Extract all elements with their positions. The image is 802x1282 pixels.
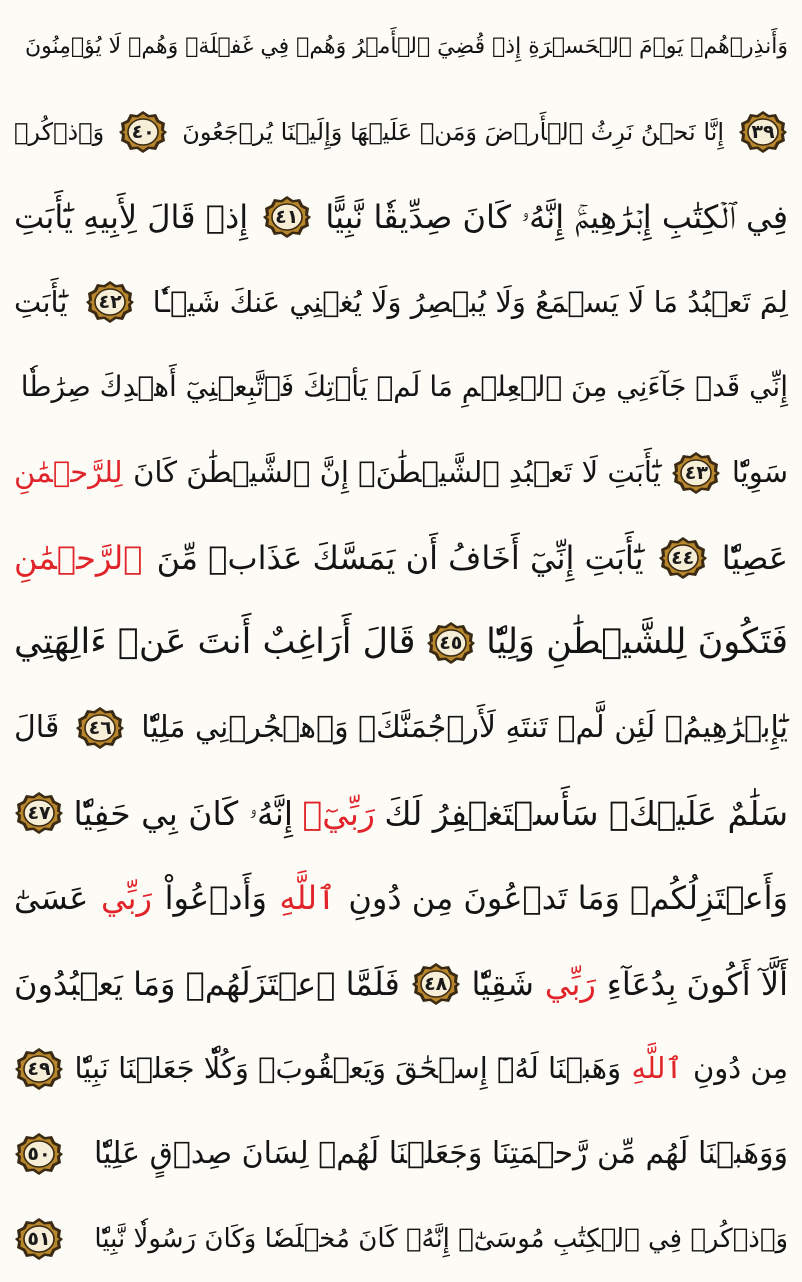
divine-name-text: رَبِّي [100, 879, 152, 918]
ayah-number: ٤٨ [424, 972, 448, 995]
ayah-number: ٤٢ [98, 291, 122, 314]
verse-text: لِمَ تَعۡبُدُ مَا لَا يَسۡمَعُ وَلَا يُبۡصِرُ وَلَا يُغۡنِي عَنكَ شَيۡـٔٗا [152, 284, 788, 319]
ayah-marker-icon [14, 791, 64, 835]
text-line [14, 686, 788, 771]
text-line [14, 941, 788, 1026]
ayah-marker-icon [14, 1217, 64, 1261]
ayah-number: ٣٩ [751, 120, 775, 143]
verse-text: قَالَ أَرَاغِبٌ أَنتَ عَنۡ ءَالِهَتِي [14, 622, 416, 663]
verse-text: وَأَعۡتَزِلُكُمۡ وَمَا تَدۡعُونَ مِن دُونِ [348, 879, 788, 918]
text-line [14, 430, 788, 515]
verse-text: وَأَنذِرۡهُمۡ يَوۡمَ ٱلۡحَسۡرَةِ إِذۡ قُضِيَ ٱلۡأَمۡرُ وَهُمۡ فِي غَفۡلَةٖ وَهُمۡ لَا يُؤۡمِنُونَ [25, 33, 788, 59]
verse-text: سَلَٰمٌ عَلَيۡكَۖ سَأَسۡتَغۡفِرُ لَكَ [384, 793, 788, 833]
text-line [14, 260, 788, 345]
ayah-number: ٤٥ [439, 631, 463, 654]
verse-text: يَٰٓأَبَتِ إِنِّيٓ أَخَافُ أَن يَمَسَّكَ عَذَابٞ مِّنَ [156, 538, 644, 577]
ayah-marker-icon [14, 1132, 64, 1176]
divine-name-text: رَبِّي [544, 964, 596, 1003]
verse-text: إِنِّي قَدۡ جَآءَنِي مِنَ ٱلۡعِلۡمِ مَا لَمۡ يَأۡتِكَ فَٱتَّبِعۡنِيٓ أَهۡدِكَ صِرَٰطٗا [20, 370, 788, 404]
verse-text: عَصِيّٗا [721, 538, 788, 577]
ayah-number: ٤٩ [27, 1057, 51, 1080]
ayah-number: ٤٧ [27, 802, 51, 825]
verse-text: شَقِيّٗا [471, 964, 534, 1003]
text-line [14, 1197, 788, 1282]
divine-name-text: ٱلرَّحۡمَٰنِ [14, 538, 143, 577]
ayah-marker-icon [658, 536, 708, 580]
verse-text: إِنَّهُۥ كَانَ بِي حَفِيّٗا [73, 793, 294, 833]
verse-text: فَتَكُونَ لِلشَّيۡطَٰنِ وَلِيّٗا [486, 622, 788, 663]
verse-text: قَالَ [14, 710, 60, 746]
ayah-marker-icon [262, 195, 312, 239]
ayah-marker-icon [426, 621, 476, 665]
verse-text: عَسَىٰٓ [14, 879, 89, 918]
verse-text: وَٱذۡكُرۡ [14, 117, 105, 146]
ayah-marker-icon [85, 280, 135, 324]
text-line [14, 771, 788, 856]
verse-text: وَٱذۡكُرۡ فِي ٱلۡكِتَٰبِ مُوسَىٰٓۚ إِنَّهُۥ كَانَ مُخۡلَصٗا وَكَانَ رَسُولٗا نَّبِيّٗا [94, 1224, 788, 1255]
ayah-marker-icon [738, 110, 788, 154]
ayah-marker-icon [75, 706, 125, 750]
ayah-number: ٤٦ [88, 717, 112, 740]
verse-text: إِنَّا نَحۡنُ نَرِثُ ٱلۡأَرۡضَ وَمَنۡ عَلَيۡهَا وَإِلَيۡنَا يُرۡجَعُونَ [182, 117, 724, 146]
text-line [14, 4, 788, 89]
text-line [14, 1026, 788, 1111]
ayah-number: ٥٠ [27, 1143, 51, 1166]
text-line [14, 345, 788, 430]
ayah-number: ٤٣ [684, 461, 708, 484]
divine-name-text: لِلرَّحۡمَٰنِ [14, 455, 123, 490]
text-line [14, 856, 788, 941]
verse-text: فِي ٱلۡكِتَٰبِ إِبۡرَٰهِيمَۚ إِنَّهُۥ كَانَ صِدِّيقٗا نَّبِيًّا [325, 197, 788, 236]
verse-text: أَلَّآ أَكُونَ بِدُعَآءِ [606, 964, 788, 1003]
text-line [14, 89, 788, 174]
ayah-number: ٥١ [27, 1228, 51, 1251]
ayah-number: ٤٠ [131, 120, 155, 143]
text-line [14, 1111, 788, 1196]
divine-name-text: ٱللَّهِ [631, 1051, 683, 1086]
verse-text: وَوَهَبۡنَا لَهُم مِّن رَّحۡمَتِنَا وَجَعَلۡنَا لَهُمۡ لِسَانَ صِدۡقٍ عَلِيّٗا [94, 1136, 788, 1172]
divine-name-text: رَبِّيٓۖ [302, 793, 375, 833]
divine-name-text: ٱللَّهِ [279, 879, 336, 918]
verse-text: فَلَمَّا ٱعۡتَزَلَهُمۡ وَمَا يَعۡبُدُونَ [14, 964, 400, 1003]
ayah-marker-icon [118, 110, 168, 154]
verse-text: يَٰٓأَبَتِ [14, 284, 68, 319]
text-line [14, 600, 788, 685]
verse-text: إِذۡ قَالَ لِأَبِيهِ يَٰٓأَبَتِ [14, 197, 249, 236]
verse-text: مِن دُونِ [692, 1051, 788, 1086]
verse-text: يَٰٓإِبۡرَٰهِيمُۖ لَئِن لَّمۡ تَنتَهِ لَأَرۡجُمَنَّكَۖ وَٱهۡجُرۡنِي مَلِيّٗا [141, 710, 788, 746]
verse-text: وَهَبۡنَا لَهُۥٓ إِسۡحَٰقَ وَيَعۡقُوبَۖ وَكُلّٗا جَعَلۡنَا نَبِيّٗا [74, 1051, 622, 1086]
ayah-marker-icon [671, 451, 721, 495]
ayah-number: ٤٤ [671, 546, 695, 569]
ayah-number: ٤١ [275, 205, 299, 228]
verse-text: سَوِيّٗا [731, 455, 788, 490]
text-line [14, 174, 788, 259]
text-line [14, 515, 788, 600]
ayah-marker-icon [411, 962, 461, 1006]
verse-text: وَأَدۡعُواْ [164, 879, 267, 918]
verse-text: يَٰٓأَبَتِ لَا تَعۡبُدِ ٱلشَّيۡطَٰنَۖ إِنَّ ٱلشَّيۡطَٰنَ كَانَ [133, 455, 661, 490]
ayah-marker-icon [14, 1047, 64, 1091]
